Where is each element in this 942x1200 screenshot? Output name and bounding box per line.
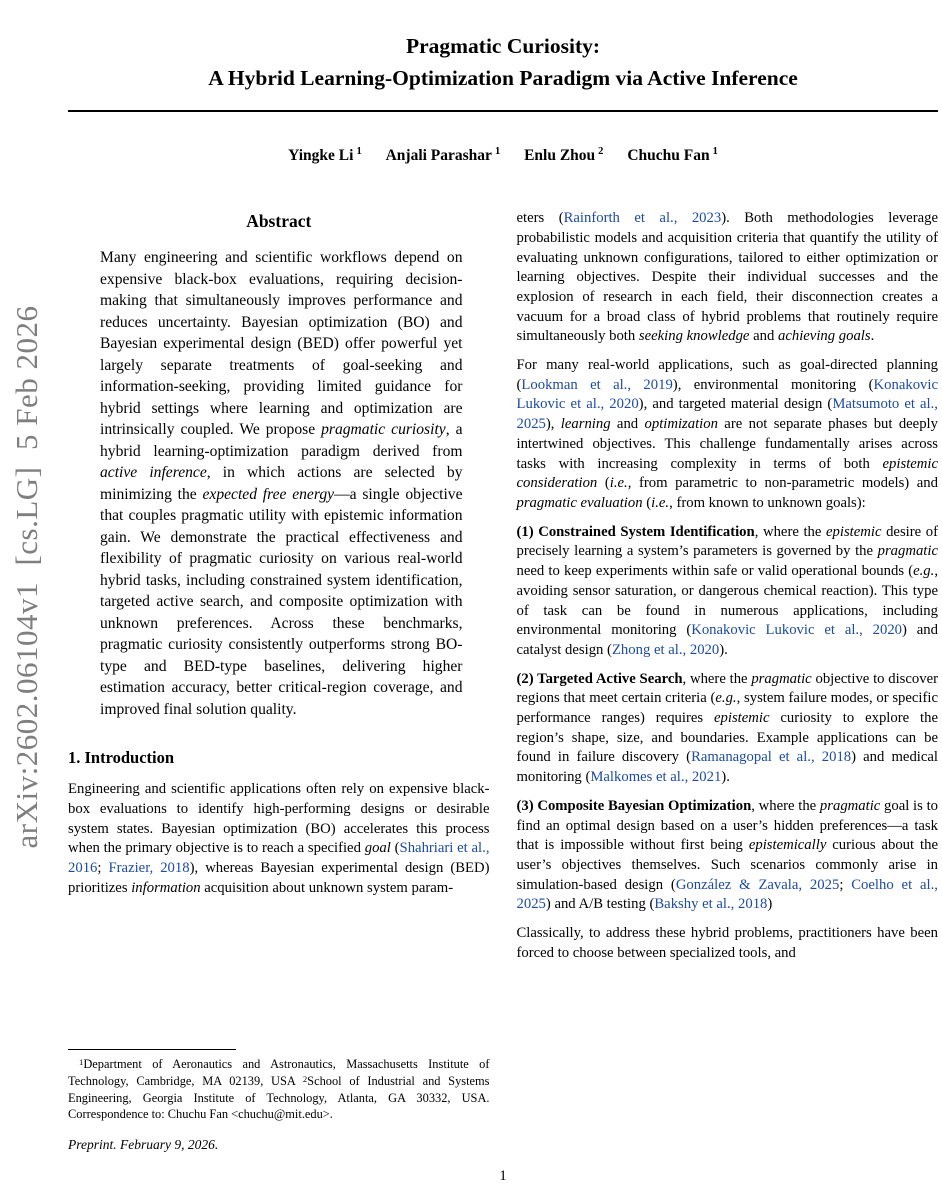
text-segment: optimization: [644, 416, 718, 433]
paper-title: [68, 30, 938, 94]
citation-link[interactable]: Malkomes et al., 2021: [590, 769, 722, 786]
text-segment: goal is to find an optimal design based on a user’s hidden preferences—a task that is impossible without first being: [516, 797, 938, 854]
text-segment: , in which actions are selected by minimizing the: [100, 464, 463, 503]
text-segment: , a hybrid learning-optimization paradigm derived from: [100, 421, 463, 460]
section-heading-introduction: 1. Introduction: [68, 748, 175, 768]
footnote-rule: [68, 1049, 236, 1050]
text-segment: learning: [560, 416, 611, 433]
text-segment: e.g.: [913, 563, 935, 580]
citation-link[interactable]: Rainforth et al., 2023: [563, 210, 722, 227]
text-segment: ), and targeted material design (: [638, 396, 833, 413]
author-2-name: Anjali Parashar: [385, 147, 492, 165]
text-segment: ;: [839, 876, 852, 893]
text-segment: Engineering and scientific applications often rely on expensive black-box evaluations to identify high-performing designs or desirable system states. Bayesian optimization (BO) accelerates this process when the primary objective is to reach a specified: [68, 781, 490, 857]
text-segment: (2) Targeted Active Search: [516, 670, 683, 687]
arxiv-watermark: arXiv:2602.06104v1 [cs.LG] 5 Feb 2026: [9, 305, 44, 849]
text-segment: eters (: [516, 210, 564, 227]
author-4: [627, 147, 718, 164]
column-right: [517, 207, 939, 1153]
abstract-heading: Abstract: [246, 211, 312, 232]
text-segment: curious about the user’s objectives themselves. Such scenarios commonly arise in simulation-based design (: [516, 837, 939, 893]
text-segment: Many engineering and scientific workflows depend on expensive black-box evaluations, requiring decision-making that simultaneously improves performance and reduces uncertainty. Bayesian optimization (BO) and Bayesian experimental design (BED) offer powerful yet largely separate treatments of goal-seeking and information-seeking, providing limited guidance for hybrid settings where learning and optimization are intrinsically coupled. We propose: [100, 249, 463, 439]
intro-paragraph: [68, 780, 490, 898]
text-segment: (: [642, 495, 652, 511]
text-segment: information: [131, 879, 201, 896]
text-segment: , from parametric to non-parametric models) and: [627, 475, 938, 492]
text-segment: (: [597, 475, 610, 492]
right-paragraph-2: [517, 356, 939, 514]
paper-title-line-2: A Hybrid Learning-Optimization Paradigm via Active Inference: [208, 66, 798, 90]
footnote-block: [68, 1041, 490, 1153]
author-1-name: Yingke Li: [288, 147, 354, 165]
text-segment: For many real-world applications, such as goal-directed planning (: [516, 357, 938, 393]
right-paragraph-3: [517, 523, 939, 661]
text-segment: ;: [97, 859, 109, 876]
text-segment: pragmatic: [819, 797, 881, 814]
text-segment: curiosity to explore the region’s shape, size, and boundaries. Example applications can be found in failure discovery (: [516, 710, 938, 766]
text-segment: and: [749, 328, 778, 345]
text-segment: ).: [719, 641, 728, 658]
text-segment: 1: [79, 1057, 84, 1068]
page-content: [68, 30, 938, 1153]
text-segment: Department of Aeronautics and Astronautics, Massachusetts Institute of Technology, Cambridge, MA 02139, USA: [68, 1057, 490, 1089]
right-paragraph-6: [517, 924, 939, 963]
text-segment: (: [390, 840, 400, 857]
citation-link[interactable]: Shahriari et al., 2016: [68, 840, 490, 876]
text-segment: , system failure modes, or specific performance ranges) requires: [516, 690, 938, 727]
text-segment: pragmatic: [751, 670, 812, 687]
text-segment: achieving goals: [778, 328, 871, 345]
author-1: [288, 147, 362, 164]
paper-title-line-1: Pragmatic Curiosity:: [405, 34, 601, 58]
text-segment: epistemically: [748, 837, 827, 854]
citation-link[interactable]: Ramanagopal et al., 2018: [691, 749, 852, 766]
text-segment: ) and medical monitoring (: [516, 749, 938, 786]
text-segment: 2: [302, 1074, 308, 1085]
text-segment: (1) Constrained System Identification: [516, 523, 755, 540]
text-segment: ).: [721, 769, 730, 786]
text-segment: and: [610, 416, 645, 433]
text-segment: pragmatic curiosity: [321, 421, 446, 439]
text-segment: pragmatic: [877, 543, 938, 560]
right-paragraph-4: [517, 670, 939, 788]
author-2: [386, 147, 501, 164]
text-segment: need to keep experiments within safe or valid operational bounds (: [516, 563, 914, 580]
citation-link[interactable]: Konakovic Lukovic et al., 2020: [691, 622, 903, 639]
affiliation-footnote: [68, 1056, 490, 1122]
text-segment: , from known to unknown goals):: [669, 495, 866, 511]
text-segment: acquisition about unknown system param-: [200, 879, 454, 896]
text-segment: ), environmental monitoring (: [672, 376, 874, 393]
text-segment: objective to discover regions that meet certain criteria (: [516, 670, 939, 707]
text-segment: desire of precisely learning a system’s parameters is governed by the: [516, 523, 938, 560]
text-segment: seeking knowledge: [638, 328, 750, 345]
text-segment: epistemic: [714, 710, 770, 727]
author-3-affiliation-mark: 2: [598, 146, 604, 157]
text-segment: , avoiding sensor saturation, or dangerous chemical reaction). This type of task can be found in numerous applications, including environmental monitoring (: [516, 563, 938, 639]
citation-link[interactable]: Bakshy et al., 2018: [654, 896, 768, 913]
citation-link[interactable]: González & Zavala, 2025: [675, 876, 840, 893]
citation-link[interactable]: Coelho et al., 2025: [516, 876, 938, 913]
text-segment: ),: [545, 416, 561, 433]
author-line: [68, 146, 938, 165]
text-segment: , where the: [682, 670, 752, 687]
text-segment: ) and catalyst design (: [516, 622, 938, 658]
text-segment: pragmatic evaluation: [516, 495, 643, 511]
right-paragraph-1: [517, 209, 939, 347]
text-segment: active inference: [100, 464, 207, 482]
author-4-affiliation-mark: 1: [712, 146, 718, 157]
text-segment: e.g.: [715, 690, 737, 707]
abstract-text: [100, 247, 463, 720]
text-segment: are not separate phases but deeply intertwined objectives. This challenge fundamentally arises across tasks with increasing complexity in terms of both: [516, 416, 938, 472]
text-segment: (3) Composite Bayesian Optimization: [516, 797, 752, 814]
text-segment: i.e.: [651, 495, 670, 511]
text-segment: ) and A/B testing (: [545, 896, 655, 913]
right-paragraph-5: [517, 797, 939, 915]
citation-link[interactable]: Matsumoto et al., 2025: [516, 396, 938, 433]
author-2-affiliation-mark: 1: [494, 146, 501, 157]
text-segment: epistemic: [826, 523, 882, 540]
page-number: 1: [499, 1168, 507, 1184]
author-1-affiliation-mark: 1: [356, 146, 362, 157]
title-rule: [68, 110, 938, 112]
citation-link[interactable]: Lookman et al., 2019: [521, 376, 673, 393]
citation-link[interactable]: Frazier, 2018: [108, 859, 190, 876]
text-segment: , where the: [754, 523, 827, 540]
citation-link[interactable]: Zhong et al., 2020: [611, 641, 720, 658]
preprint-date-note: Preprint. February 9, 2026.: [68, 1137, 219, 1153]
author-3-name: Enlu Zhou: [524, 147, 596, 165]
author-3: [524, 147, 603, 164]
text-segment: epistemic consideration: [516, 455, 938, 492]
text-segment: goal: [364, 840, 391, 857]
text-segment: ). Both methodologies leverage probabilistic models and acquisition criteria that quantify the utility of evaluating unknown configurations, tailored to either optimization or learning objectives. Despite their individual successes and the explosion of research in each field, their disconnection creates a vacuum for a broad class of hybrid problems that routinely require simultaneously both: [516, 210, 938, 345]
text-segment: ), whereas Bayesian experimental design (BED) prioritizes: [68, 859, 490, 896]
text-segment: Classically, to address these hybrid problems, practitioners have been forced to choose between specialized tools, and: [516, 925, 938, 961]
text-segment: .: [870, 328, 875, 345]
author-4-name: Chuchu Fan: [627, 147, 710, 165]
text-segment: i.e.: [609, 475, 628, 492]
text-segment: School of Industrial and Systems Engineering, Georgia Institute of Technology, Atlanta, GA 30332, USA. Correspondence to: Chuchu Fan <chuchu@mit.edu>.: [68, 1074, 490, 1122]
citation-link[interactable]: Konakovic Lukovic et al., 2020: [516, 376, 938, 413]
text-segment: , where the: [751, 797, 820, 814]
two-column-body: [68, 207, 938, 1153]
column-left: [68, 207, 490, 1153]
text-segment: —a single objective that couples pragmatic utility with epistemic information gain. We demonstrate the practical effectiveness and flexibility of pragmatic curiosity on various real-world hybrid tasks, including constrained system identification, targeted active search, and composite optimization with unknown preferences. Across these benchmarks, pragmatic curiosity consistently outperforms strong BO-type and BED-type baselines, delivering higher estimation accuracy, better critical-region coverage, and improved final solution quality.: [100, 485, 463, 718]
text-segment: ): [767, 896, 773, 913]
text-segment: expected free energy: [202, 485, 335, 503]
